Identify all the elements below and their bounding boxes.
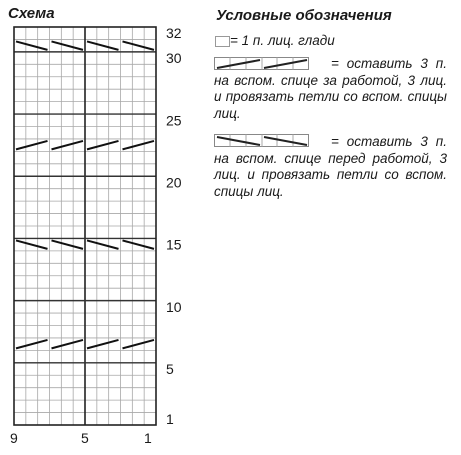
y-tick-label: 30 <box>166 50 182 67</box>
legend-item-left-cable: = оставить 3 п. на вспом. спице перед работой, 3 лиц. и провязать петли со вспом. спицы лиц. <box>214 134 447 199</box>
y-tick-label: 15 <box>166 236 182 253</box>
x-tick-label: 1 <box>144 430 152 446</box>
single-cell-icon <box>215 36 231 48</box>
y-tick-label: 32 <box>166 25 182 42</box>
x-tick-label: 5 <box>81 430 89 446</box>
y-tick-label: 10 <box>166 298 182 315</box>
y-tick-label: 1 <box>166 410 174 427</box>
legend-item-stitch: = 1 п. лиц. глади <box>230 33 335 48</box>
x-tick-label: 9 <box>10 430 18 446</box>
y-tick-label: 20 <box>166 174 182 191</box>
y-tick-label: 25 <box>166 112 182 129</box>
chart-title: Схема <box>8 5 55 22</box>
legend-title: Условные обозначения <box>216 7 392 24</box>
y-tick-label: 5 <box>166 361 174 378</box>
legend-item-right-cable: = оставить 3 п. на вспом. спице за работой, 3 лиц. и провязать петли со вспом. спицы лиц. <box>214 56 447 121</box>
